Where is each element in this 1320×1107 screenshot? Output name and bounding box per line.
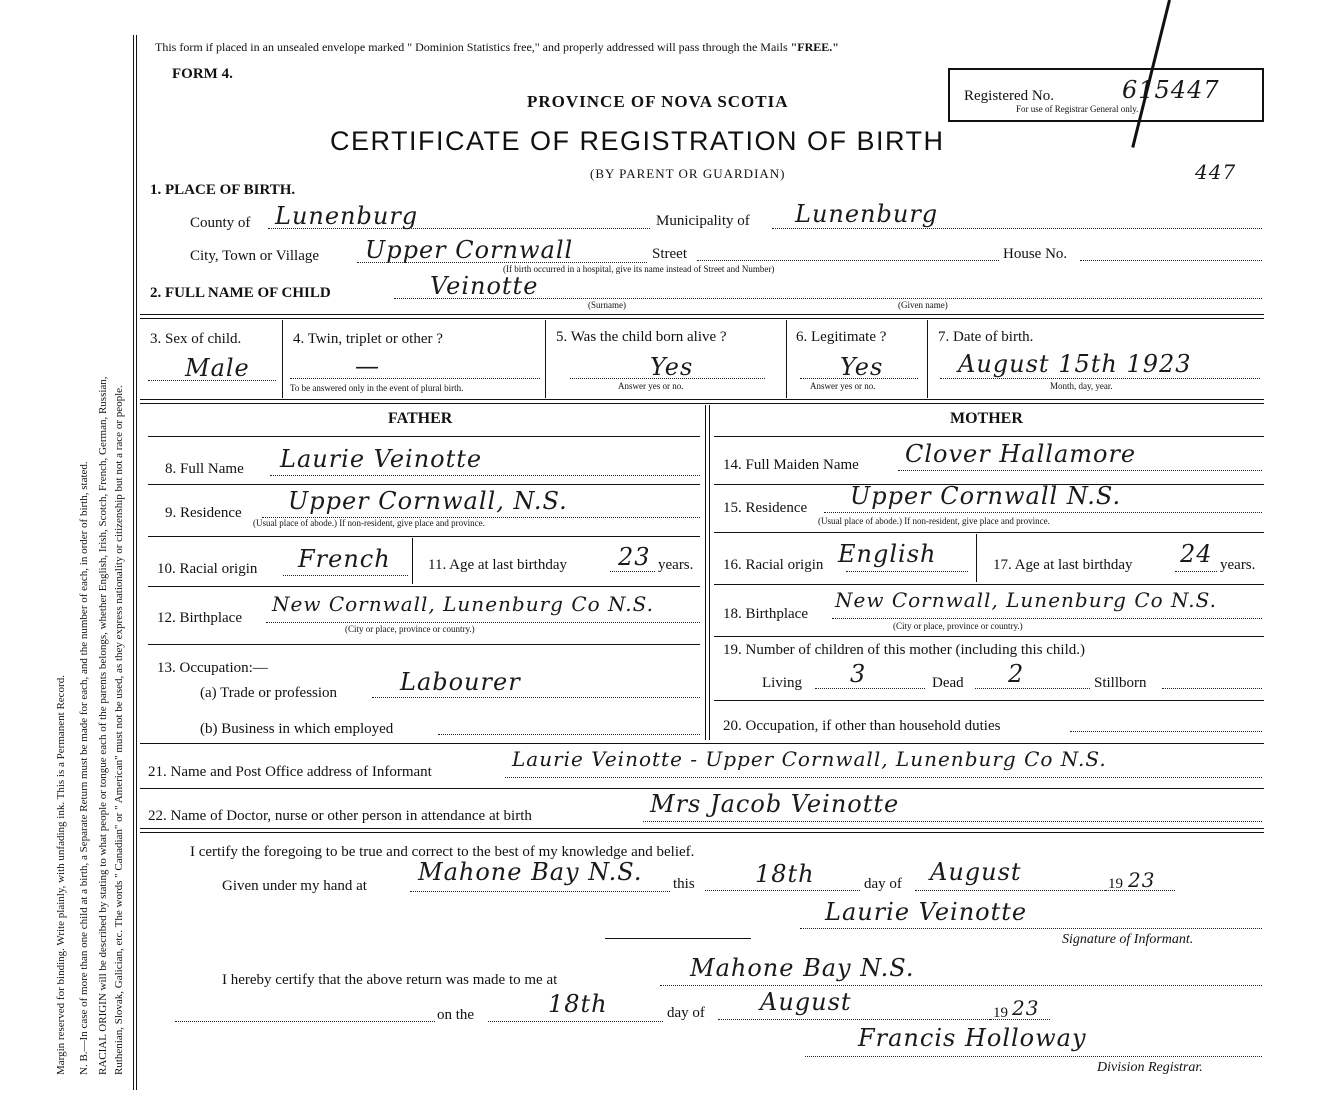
mother-bp: New Cornwall, Lunenburg Co N.S. (835, 588, 1217, 612)
postal-notice: This form if placed in an unsealed envelope marked " Dominion Statistics free," and properly addressed will pass through the Mails "FREE." (155, 40, 839, 54)
legit-note: Answer yes or no. (810, 381, 876, 391)
mother-occ-label: 20. Occupation, if other than household duties (723, 718, 1001, 734)
given-day: 18th (755, 860, 815, 888)
mother-bp-note: (City or place, province or country.) (893, 621, 1023, 631)
children-label: 19. Number of children of this mother (including this child.) (723, 642, 1086, 658)
mother-bp-label: 18. Birthplace (723, 606, 808, 622)
certify-line: I certify the foregoing to be true and correct to the best of my knowledge and belief. (190, 844, 695, 860)
father-name: Laurie Veinotte (280, 445, 483, 473)
registrar-place: Mahone Bay N.S. (690, 954, 915, 982)
county-label: County of (190, 215, 251, 231)
page-title: CERTIFICATE OF REGISTRATION OF BIRTH (330, 126, 945, 156)
margin-note-binding: Margin reserved for binding. Write plainly, with unfading ink. This is a Permanent Record. (55, 675, 67, 1075)
twin-label: 4. Twin, triplet or other ? (293, 331, 443, 347)
year-prefix: 19 (1108, 876, 1123, 892)
living-value: 3 (850, 660, 867, 688)
mother-name: Clover Hallamore (905, 440, 1137, 468)
margin-note-nb: N. B.—In case of more than one child at a birth, a Separate Return must be made for each, and the number of each, in order of birth, stated. (78, 461, 90, 1075)
doctor-value: Mrs Jacob Veinotte (650, 790, 900, 818)
alive-note: Answer yes or no. (618, 381, 684, 391)
living-label: Living (762, 675, 802, 691)
mother-years: years. (1220, 557, 1256, 573)
registered-label: Registered No. (964, 88, 1054, 104)
city-value: Upper Cornwall (365, 236, 574, 264)
dead-label: Dead (932, 675, 964, 691)
given-year: 23 (1128, 868, 1156, 892)
dob-note: Month, day, year. (1050, 381, 1113, 391)
father-age-label: 11. Age at last birthday (428, 557, 567, 573)
father-bp-note: (City or place, province or country.) (345, 624, 475, 634)
on-label: on the (437, 1007, 475, 1023)
informant-label: 21. Name and Post Office address of Informant (148, 764, 432, 780)
business-label: (b) Business in which employed (200, 721, 394, 737)
margin-rule-2 (136, 35, 137, 1090)
registrar-signature: Francis Holloway (858, 1024, 1087, 1052)
mother-res-label: 15. Residence (723, 500, 808, 516)
signature-caption: Signature of Informant. (1062, 932, 1194, 947)
child-name-label: 2. FULL NAME OF CHILD (150, 285, 331, 301)
county-value: Lunenburg (275, 202, 419, 230)
given-caption: (Given name) (898, 300, 948, 310)
mother-age-label: 17. Age at last birthday (993, 557, 1133, 573)
father-bp-label: 12. Birthplace (157, 610, 242, 626)
dob-value: August 15th 1923 (958, 350, 1192, 378)
margin-note-racial: RACIAL ORIGIN will be described by stating to what people or tongue each of the parents belongs, whether English, Irish, Scotch, French, German, Russian, (97, 376, 109, 1075)
father-race-label: 10. Racial origin (157, 561, 258, 577)
registrar-day: 18th (548, 990, 608, 1018)
margin-stamp: 447 (1195, 160, 1237, 184)
hereby-line: I hereby certify that the above return was made to me at (222, 972, 558, 988)
sex-label: 3. Sex of child. (150, 331, 242, 347)
father-race: French (298, 545, 391, 573)
alive-value: Yes (650, 353, 694, 381)
doctor-label: 22. Name of Doctor, nurse or other person in attendance at birth (148, 808, 532, 824)
page-subtitle: (BY PARENT OR GUARDIAN) (590, 166, 786, 181)
house-label: House No. (1003, 246, 1068, 262)
street-label: Street (652, 246, 687, 262)
municipality-label: Municipality of (656, 213, 750, 229)
mother-res-note: (Usual place of abode.) If non-resident, give place and province. (818, 516, 1050, 526)
twin-note: To be answered only in the event of plural birth. (290, 383, 464, 393)
father-res-note: (Usual place of abode.) If non-resident, give place and province. (253, 518, 485, 528)
mother-res: Upper Cornwall N.S. (850, 482, 1122, 510)
province-heading: PROVINCE OF NOVA SCOTIA (527, 92, 789, 111)
registered-box (948, 68, 1264, 122)
place-heading: 1. PLACE OF BIRTH. (150, 182, 296, 198)
mother-age: 24 (1180, 540, 1213, 568)
surname-caption: (Surname) (588, 300, 626, 310)
given-place: Mahone Bay N.S. (418, 858, 643, 886)
mother-race: English (838, 540, 937, 568)
twin-value: — (355, 352, 380, 380)
trade-value: Labourer (400, 668, 521, 696)
alive-label: 5. Was the child born alive ? (556, 329, 727, 345)
mother-name-label: 14. Full Maiden Name (723, 457, 859, 473)
mother-heading: MOTHER (950, 410, 1023, 427)
dob-label: 7. Date of birth. (938, 329, 1034, 345)
given-label: Given under my hand at (222, 878, 367, 894)
this-label: this (673, 876, 695, 892)
margin-rule (133, 35, 134, 1090)
municipality-value: Lunenburg (795, 200, 939, 228)
father-name-label: 8. Full Name (165, 461, 244, 477)
registered-number: 615447 (1122, 76, 1220, 104)
sex-value: Male (185, 354, 250, 382)
registrar-month: August (760, 988, 852, 1016)
father-age: 23 (618, 543, 651, 571)
legit-label: 6. Legitimate ? (796, 329, 887, 345)
mother-race-label: 16. Racial origin (723, 557, 824, 573)
father-heading: FATHER (388, 410, 453, 427)
dayof2-label: day of (667, 1005, 705, 1021)
legit-value: Yes (840, 353, 884, 381)
margin-note-racial-cont: Ruthenian, Slovak, Galician, etc. The words " Canadian" or " American" must not be used, as they express nationality or citizenship but not a race or people. (113, 385, 125, 1075)
informant-value: Laurie Veinotte - Upper Cornwall, Lunenburg Co N.S. (512, 747, 1107, 771)
father-res: Upper Cornwall, N.S. (288, 487, 568, 515)
registrar-note: For use of Registrar General only. (1016, 104, 1139, 114)
registrar-year: 23 (1012, 996, 1040, 1020)
father-years: years. (658, 557, 694, 573)
hospital-note: (If birth occurred in a hospital, give its name instead of Street and Number) (503, 264, 775, 274)
given-month: August (930, 858, 1022, 886)
stillborn-label: Stillborn (1094, 675, 1147, 691)
form-number: FORM 4. (172, 66, 233, 82)
father-bp: New Cornwall, Lunenburg Co N.S. (272, 592, 654, 616)
year2-prefix: 19 (993, 1005, 1008, 1021)
city-label: City, Town or Village (190, 248, 320, 264)
dead-value: 2 (1008, 660, 1025, 688)
child-surname: Veinotte (430, 272, 539, 300)
registrar-caption: Division Registrar. (1097, 1060, 1203, 1075)
informant-signature: Laurie Veinotte (825, 898, 1028, 926)
father-res-label: 9. Residence (165, 505, 242, 521)
father-occ-label: 13. Occupation:— (157, 660, 268, 676)
trade-label: (a) Trade or profession (200, 685, 338, 701)
dayof-label: day of (864, 876, 902, 892)
